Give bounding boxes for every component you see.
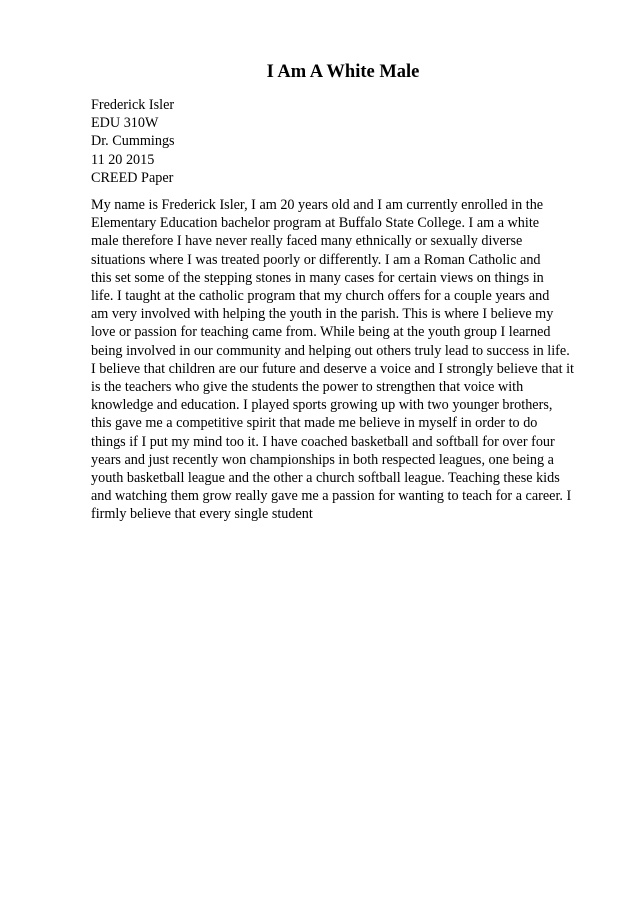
course-code: EDU 310W [91,115,159,132]
paragraph-line: firmly believe that every single student [91,506,313,523]
paragraph-line: is the teachers who give the students the power to strengthen that voice with [91,379,524,396]
paragraph-line: being involved in our community and helping out others truly lead to success in life. [91,342,570,359]
instructor-name: Dr. Cummings [91,133,175,150]
paragraph-line: situations where I was treated poorly or differently. I am a Roman Catholic and [91,251,541,268]
body-paragraph [91,196,611,524]
paragraph-line: years and just recently won championships in both respected leagues, one being a [91,451,554,468]
paragraph-line: male therefore I have never really faced many ethnically or sexually diverse [91,233,523,250]
paragraph-line: youth basketball league and the other a church softball league. Teaching these kids [91,470,560,487]
document-title: I Am A White Male [266,62,420,82]
assignment-name: CREED Paper [91,169,174,186]
paragraph-line: things if I put my mind too it. I have coached basketball and softball for over four [91,433,555,450]
paragraph-line: am very involved with helping the youth in the parish. This is where I believe my [91,306,554,323]
author-name: Frederick Isler [91,97,175,113]
paragraph-line: this gave me a competitive spirit that made me believe in myself in order to do [91,415,538,432]
document-date: 11 20 2015 [91,151,155,168]
paragraph-line: love or passion for teaching came from. While being at the youth group I learned [91,324,551,341]
paragraph-line: and watching them grow really gave me a passion for wanting to teach for a career. I [91,488,572,505]
header-block [91,96,175,187]
paragraph-line: Elementary Education bachelor program at Buffalo State College. I am a white [91,215,540,232]
paragraph-line: this set some of the stepping stones in many cases for certain views on things in [91,269,544,286]
paragraph-line: I believe that children are our future and deserve a voice and I strongly believe that it [91,360,574,377]
paragraph-line: knowledge and education. I played sports growing up with two younger brothers, [91,397,553,414]
paragraph-line: life. I taught at the catholic program that my church offers for a couple years and [91,288,550,305]
paragraph-line: My name is Frederick Isler, I am 20 years old and I am currently enrolled in the [91,197,544,213]
